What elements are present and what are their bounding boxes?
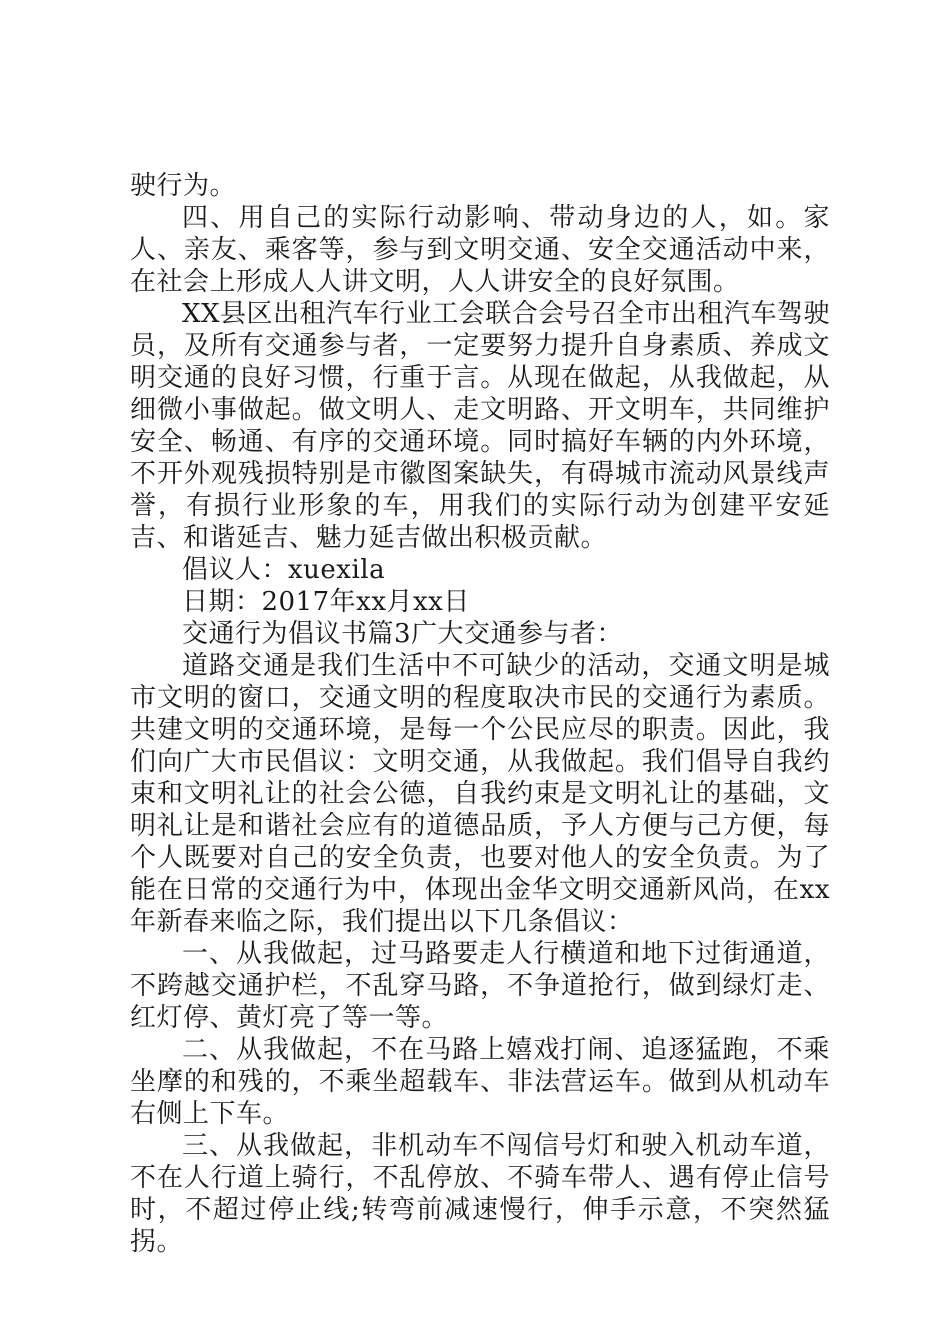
paragraph-intro: 道路交通是我们生活中不可缺少的活动，交通文明是城市文明的窗口，交通文明的程度取决市民的交通行为素质。共建文明的交通环境，是每一个公民应尽的职责。因此，我们向广大市民倡议：文明交通，从我做起。我们倡导自我约束和文明礼让的社会公德，自我约束是文明礼让的基础，文明礼让是和谐社会应有的道德品质，予人方便与己方便，每个人既要对自己的安全负责，也要对他人的安全负责。为了能在日常的交通行为中，体现出金华文明交通新风尚，在xx年新春来临之际，我们提出以下几条倡议： [130,651,830,937]
document-body [130,170,830,1258]
paragraph-union-call: XX县区出租汽车行业工会联合会号召全市出租汽车驾驶员，及所有交通参与者，一定要努力提升自身素质、养成文明交通的良好习惯，行重于言。从现在做起，从我做起，从细微小事做起。做文明人、走文明路、开文明车，共同维护安全、畅通、有序的交通环境。同时搞好车辆的内外环境，不开外观残损特别是市徽图案缺失，有碍城市流动风景线声誉，有损行业形象的车，用我们的实际行动为创建平安延吉、和谐延吉、魅力延吉做出积极贡献。 [130,299,830,553]
paragraph-continuation: 驶行为。 [130,171,237,201]
paragraph-item-three: 三、从我做起，非机动车不闯信号灯和驶入机动车道，不在人行道上骑行，不乱停放、不骑车带人、遇有停止信号时，不超过停止线;转弯前减速慢行，伸手示意，不突然猛拐。 [130,1131,830,1257]
paragraph-item-one: 一、从我做起，过马路要走人行横道和地下过街通道，不跨越交通护栏，不乱穿马路，不争道抢行，做到绿灯走、红灯停、黄灯亮了等一等。 [130,939,830,1033]
paragraph-item-four: 四、用自己的实际行动影响、带动身边的人，如。家人、亲友、乘客等，参与到文明交通、安全交通活动中来，在社会上形成人人讲文明，人人讲安全的良好氛围。 [130,203,830,297]
date-line: 日期：2017年xx月xx日 [182,587,470,617]
paragraph-item-two: 二、从我做起，不在马路上嬉戏打闹、追逐猛跑，不乘坐摩的和残的，不乘坐超载车、非法营运车。做到从机动车右侧上下车。 [130,1035,830,1129]
initiator-line: 倡议人：xuexila [182,555,386,585]
section-heading: 交通行为倡议书篇3广大交通参与者： [182,619,624,649]
